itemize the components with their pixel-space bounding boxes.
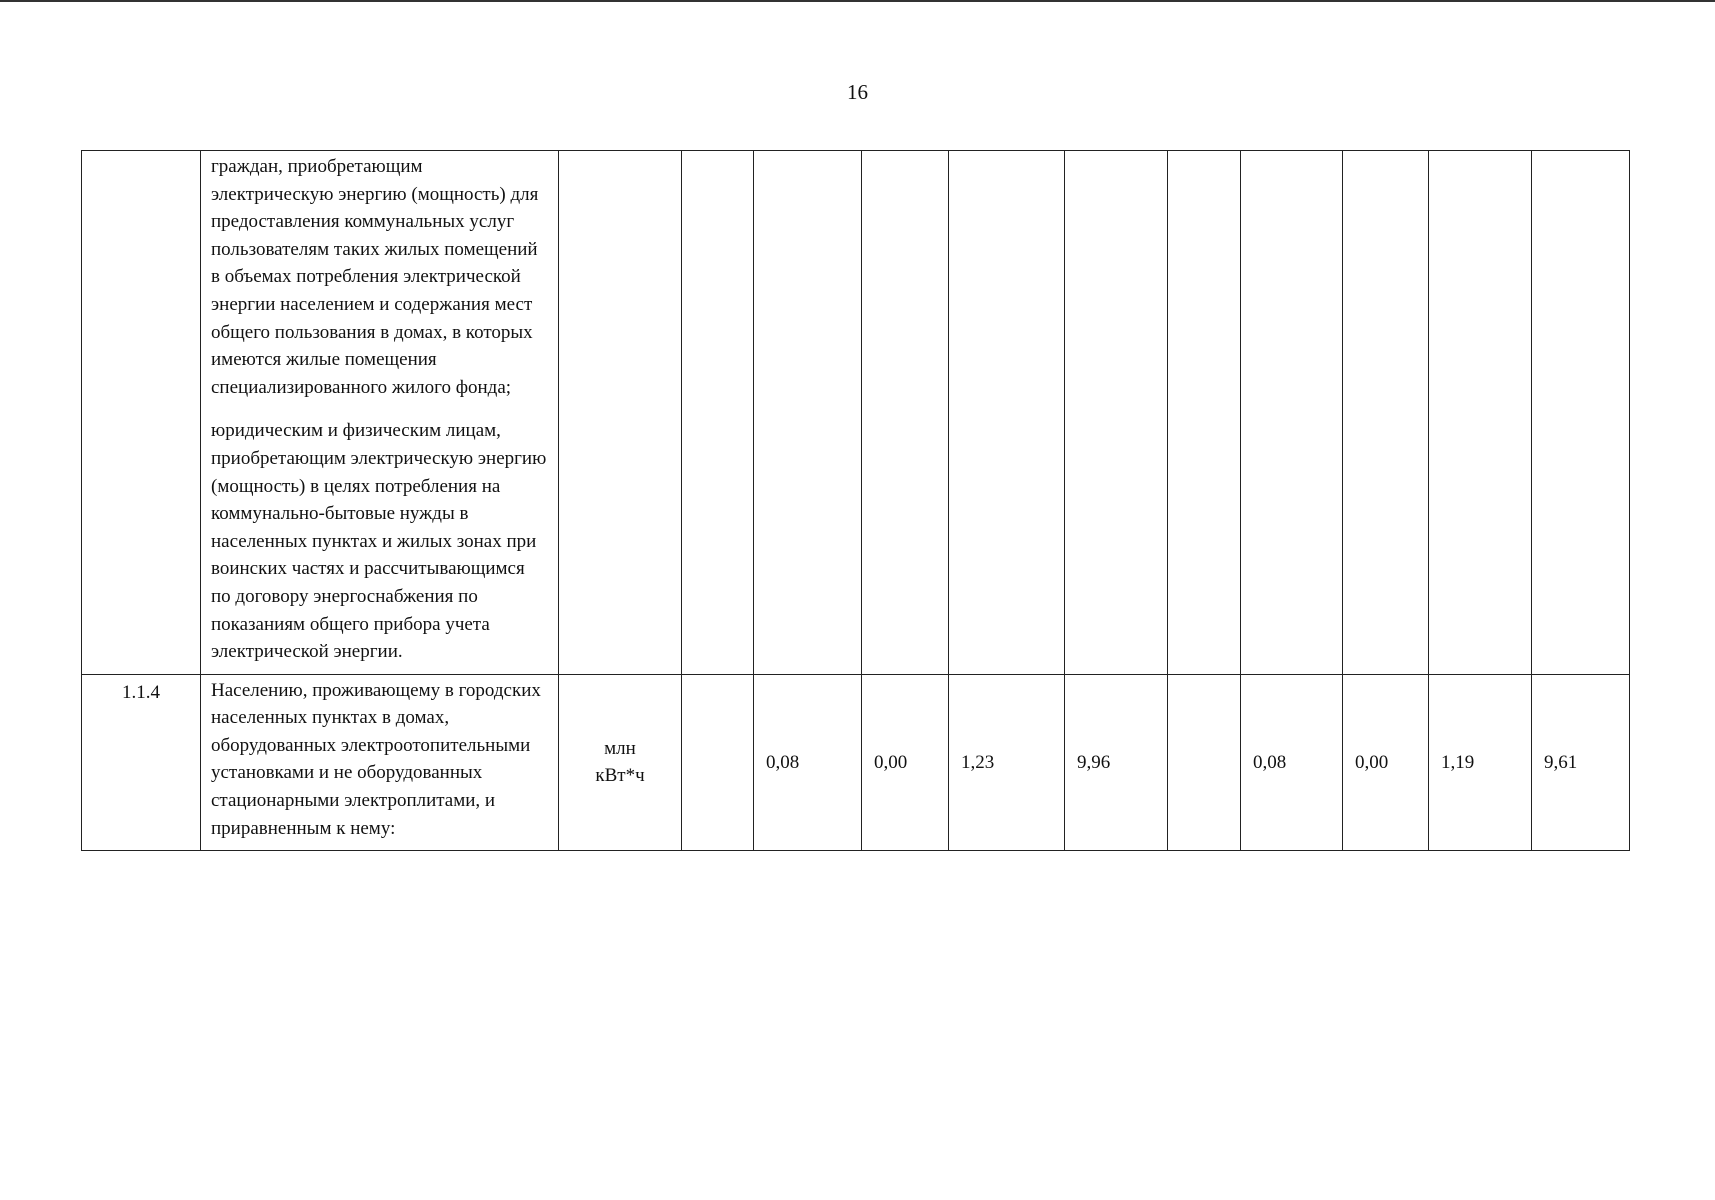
value-cell: 1,19 (1429, 674, 1532, 851)
value-cell (1168, 674, 1241, 851)
value-cell (754, 151, 862, 675)
value-cell (1168, 151, 1241, 675)
row-number-cell (82, 151, 201, 675)
description-paragraph: граждан, приобретающим электрическую энергию (мощность) для предоставления коммунальных услуг пользователям таких жилых помещений в объемах потребления электрической энергии населением и содержания мест общего пользования в домах, в которых имеются жилые помещения специализированного жилого фонда; (211, 156, 539, 398)
value-cell (1429, 151, 1532, 675)
table-row (82, 151, 1630, 675)
row-number-cell: 1.1.4 (82, 674, 201, 851)
value-cell (682, 151, 754, 675)
value-cell (862, 151, 949, 675)
description-cell (201, 151, 559, 675)
value-cell: 1,23 (949, 674, 1065, 851)
value-cell (1532, 151, 1630, 675)
unit-line: кВт*ч (595, 765, 645, 787)
value-cell (1241, 151, 1343, 675)
description-cell (201, 674, 559, 851)
unit-line: млн (604, 737, 636, 759)
page-number: 16 (847, 80, 868, 104)
tariff-table (81, 150, 1630, 851)
unit-cell (559, 674, 682, 851)
top-border-line (0, 0, 1715, 2)
value-cell: 9,96 (1065, 674, 1168, 851)
value-cell: 0,00 (862, 674, 949, 851)
value-cell (1065, 151, 1168, 675)
value-cell (949, 151, 1065, 675)
value-cell: 9,61 (1532, 674, 1630, 851)
value-cell: 0,08 (1241, 674, 1343, 851)
value-cell (1343, 151, 1429, 675)
value-cell (682, 674, 754, 851)
value-cell: 0,00 (1343, 674, 1429, 851)
description-paragraph: юридическим и физическим лицам, приобретающим электрическую энергию (мощность) в целях потребления на коммунально-бытовые нужды в населенных пунктах и жилых зонах при воинских частях и рассчитывающимся по договору энергоснабжения по показаниям общего прибора учета электрической энергии. (211, 420, 547, 663)
value-cell: 0,08 (754, 674, 862, 851)
description-paragraph: Населению, проживающему в городских населенных пунктах в домах, оборудованных электроотопительными установками и не оборудованных стационарными электроплитами, и приравненным к нему: (211, 679, 541, 839)
unit-cell (559, 151, 682, 675)
table-row (82, 674, 1630, 851)
